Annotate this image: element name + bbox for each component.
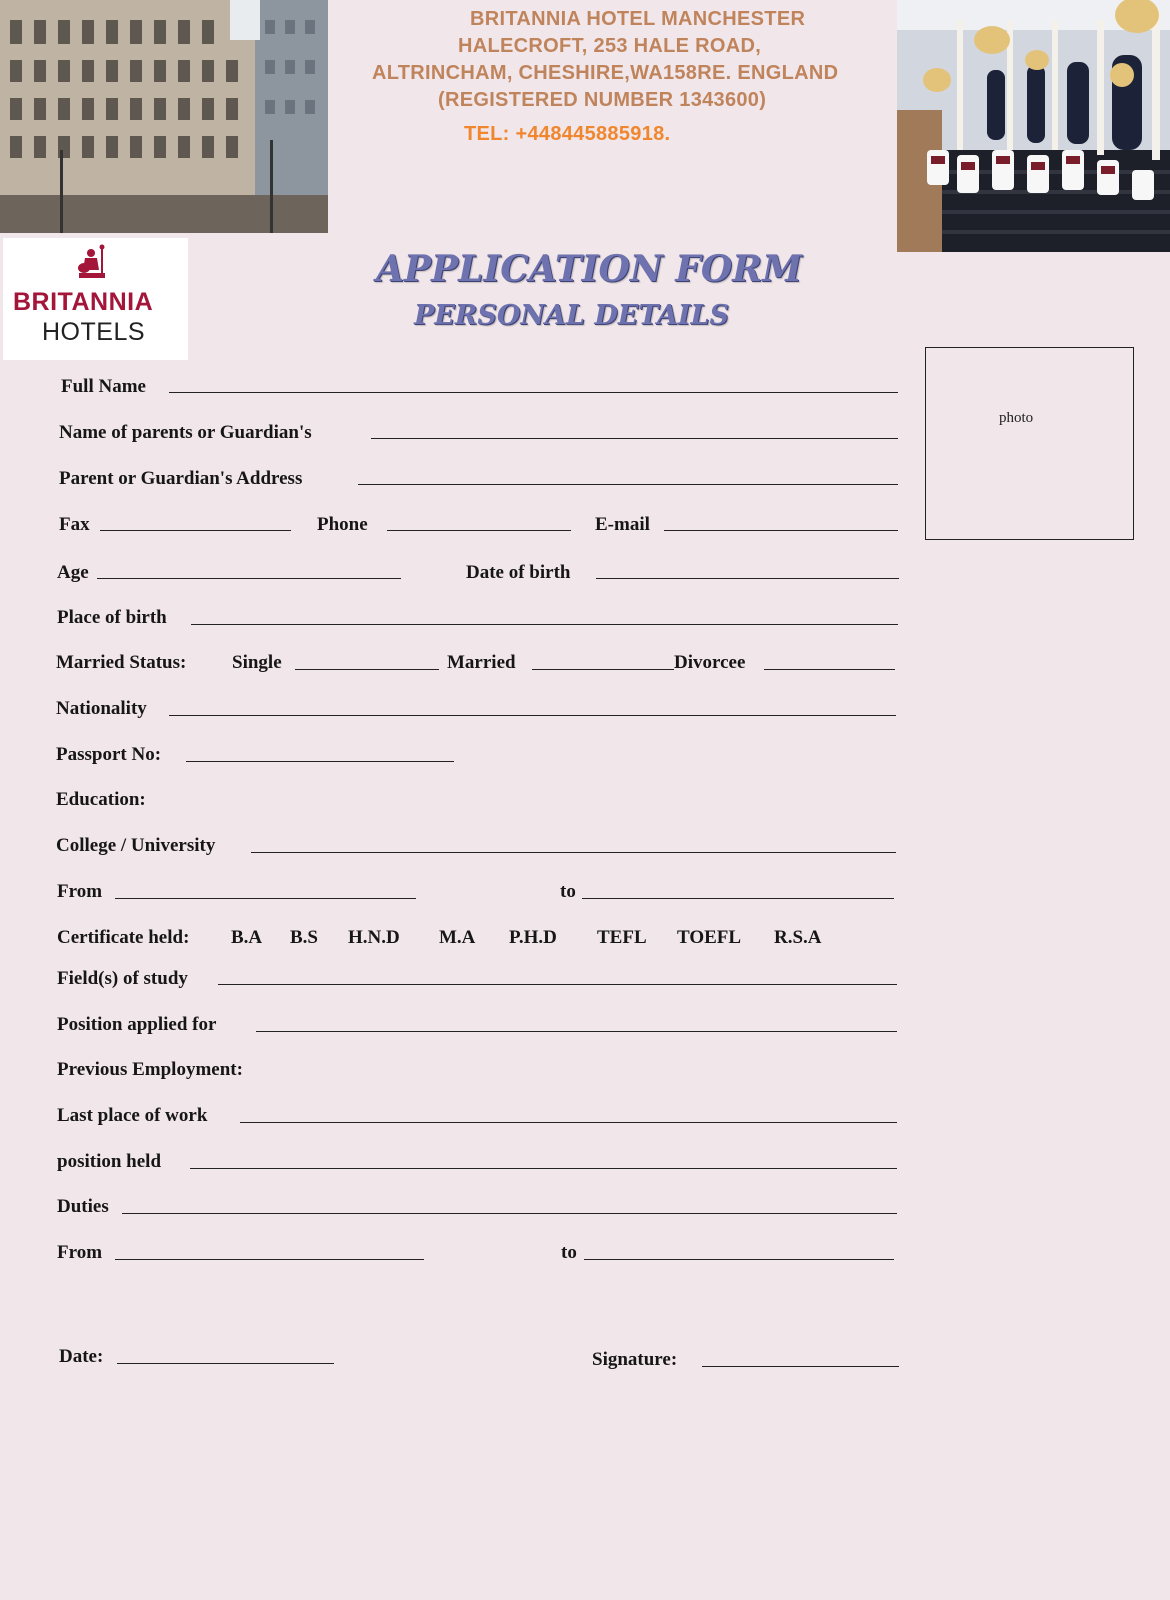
- education-to-field[interactable]: [582, 898, 894, 899]
- address-line-1: HALECROFT, 253 HALE ROAD,: [458, 35, 762, 57]
- parents-address-field[interactable]: [358, 484, 898, 485]
- college-field[interactable]: [251, 852, 896, 853]
- certificate-option[interactable]: M.A: [439, 927, 476, 948]
- duties-field[interactable]: [122, 1213, 897, 1214]
- signature-field[interactable]: [702, 1366, 899, 1367]
- britannia-hotels-logo: [3, 238, 188, 360]
- phone-label: Phone: [317, 514, 368, 535]
- logo-brand-subtitle: HOTELS: [42, 318, 146, 346]
- certificate-option[interactable]: TOEFL: [677, 927, 742, 948]
- certificate-option[interactable]: P.H.D: [509, 927, 557, 948]
- email-field[interactable]: [664, 530, 898, 531]
- signature-label: Signature:: [592, 1349, 678, 1370]
- passport-label: Passport No:: [56, 744, 162, 765]
- certificate-held-label: Certificate held:: [57, 927, 190, 948]
- form-subtitle: PERSONAL DETAILS: [414, 300, 730, 331]
- parents-address-label: Parent or Guardian's Address: [59, 468, 303, 489]
- age-field[interactable]: [97, 578, 401, 579]
- employment-from-label: From: [57, 1242, 103, 1263]
- position-applied-field[interactable]: [256, 1031, 897, 1032]
- employment-to-field[interactable]: [584, 1259, 894, 1260]
- certificate-option[interactable]: R.S.A: [774, 927, 822, 948]
- registration-number: (REGISTERED NUMBER 1343600): [438, 89, 767, 111]
- fax-label: Fax: [59, 514, 90, 535]
- age-label: Age: [57, 562, 89, 583]
- education-from-label: From: [57, 881, 103, 902]
- email-label: E-mail: [595, 514, 650, 535]
- duties-label: Duties: [57, 1196, 109, 1217]
- certificate-option[interactable]: B.A: [231, 927, 263, 948]
- divorcee-field[interactable]: [764, 669, 895, 670]
- telephone-number: TEL: +448445885918.: [464, 123, 671, 145]
- married-label: Married: [447, 652, 516, 673]
- phone-field[interactable]: [387, 530, 571, 531]
- passport-field[interactable]: [186, 761, 454, 762]
- logo-brand-name: BRITANNIA: [13, 288, 154, 316]
- date-of-birth-field[interactable]: [596, 578, 899, 579]
- employment-to-label: to: [561, 1242, 577, 1263]
- date-label: Date:: [59, 1346, 104, 1367]
- certificate-option[interactable]: H.N.D: [348, 927, 400, 948]
- college-label: College / University: [56, 835, 216, 856]
- married-field[interactable]: [532, 669, 674, 670]
- full-name-label: Full Name: [61, 376, 146, 397]
- britannia-figure-icon: [75, 244, 111, 280]
- single-label: Single: [232, 652, 282, 673]
- address-line-2: ALTRINCHAM, CHESHIRE,WA158RE. ENGLAND: [372, 62, 839, 84]
- employment-from-field[interactable]: [115, 1259, 424, 1260]
- divorcee-label: Divorcee: [674, 652, 746, 673]
- single-field[interactable]: [295, 669, 439, 670]
- field-of-study-field[interactable]: [218, 984, 897, 985]
- date-field[interactable]: [117, 1363, 334, 1364]
- last-place-of-work-label: Last place of work: [57, 1105, 208, 1126]
- date-of-birth-label: Date of birth: [466, 562, 571, 583]
- field-of-study-label: Field(s) of study: [57, 968, 188, 989]
- place-of-birth-field[interactable]: [191, 624, 898, 625]
- nationality-label: Nationality: [56, 698, 147, 719]
- parents-name-field[interactable]: [371, 438, 898, 439]
- certificate-option[interactable]: B.S: [290, 927, 318, 948]
- place-of-birth-label: Place of birth: [57, 607, 167, 628]
- education-to-label: to: [560, 881, 576, 902]
- parents-name-label: Name of parents or Guardian's: [59, 422, 312, 443]
- position-held-label: position held: [57, 1151, 162, 1172]
- hotel-building-photo: [0, 0, 328, 233]
- education-label: Education:: [56, 789, 146, 810]
- education-from-field[interactable]: [115, 898, 416, 899]
- last-place-of-work-field[interactable]: [240, 1122, 897, 1123]
- nationality-field[interactable]: [169, 715, 896, 716]
- position-applied-label: Position applied for: [57, 1014, 217, 1035]
- previous-employment-label: Previous Employment:: [57, 1059, 243, 1080]
- position-held-field[interactable]: [190, 1168, 897, 1169]
- fax-field[interactable]: [100, 530, 291, 531]
- certificate-option[interactable]: TEFL: [597, 927, 647, 948]
- full-name-field[interactable]: [169, 392, 898, 393]
- married-status-label: Married Status:: [56, 652, 187, 673]
- photo-label: photo: [999, 410, 1034, 426]
- photo-box[interactable]: [925, 347, 1134, 540]
- hotel-name: BRITANNIA HOTEL MANCHESTER: [470, 8, 806, 30]
- form-title: APPLICATION FORM: [376, 248, 802, 290]
